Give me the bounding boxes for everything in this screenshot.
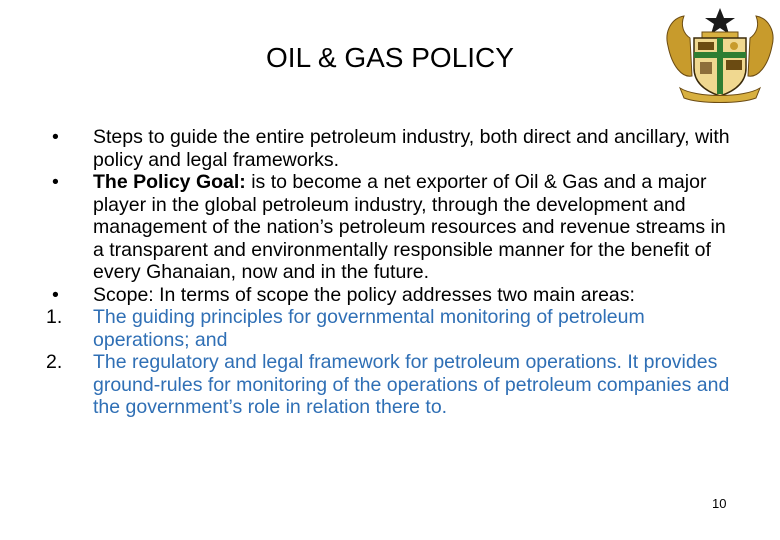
policy-goal-text: is to become a net exporter of Oil & Gas and a major player in the global petroleum industry, through the development and management of the nation’s petroleum resources and revenue streams in a transparent and environmentally responsible manner for the benefit of every Ghanaian, now and in the future.	[93, 171, 726, 283]
numbered-text: The regulatory and legal framework for petroleum operations. It provides ground-rules for monitoring of the operations of petroleum companies and the government’s role in relation there to.	[93, 351, 730, 418]
list-item	[40, 284, 740, 307]
list-item	[40, 306, 740, 351]
number-marker: 2.	[46, 351, 63, 373]
bullet-text: Steps to guide the entire petroleum industry, both direct and ancillary, with policy and legal frameworks.	[93, 126, 730, 171]
bullet-marker: •	[52, 126, 59, 148]
list-item	[40, 126, 740, 171]
coat-of-arms-icon	[662, 6, 778, 106]
list-item	[40, 351, 740, 419]
bullet-marker: •	[52, 283, 59, 306]
bullet-text	[93, 171, 735, 284]
list-item	[40, 171, 740, 284]
page-title: OIL & GAS POLICY	[266, 42, 514, 73]
page-number: 10	[712, 496, 727, 511]
numbered-text: The guiding principles for governmental monitoring of petroleum operations; and	[93, 306, 645, 351]
bullet-marker: •	[52, 171, 59, 193]
number-marker: 1.	[46, 306, 63, 328]
bullet-text: Scope: In terms of scope the policy addresses two main areas:	[93, 283, 635, 306]
bullet-list	[40, 126, 740, 419]
policy-goal-lead: The Policy Goal:	[93, 171, 246, 193]
